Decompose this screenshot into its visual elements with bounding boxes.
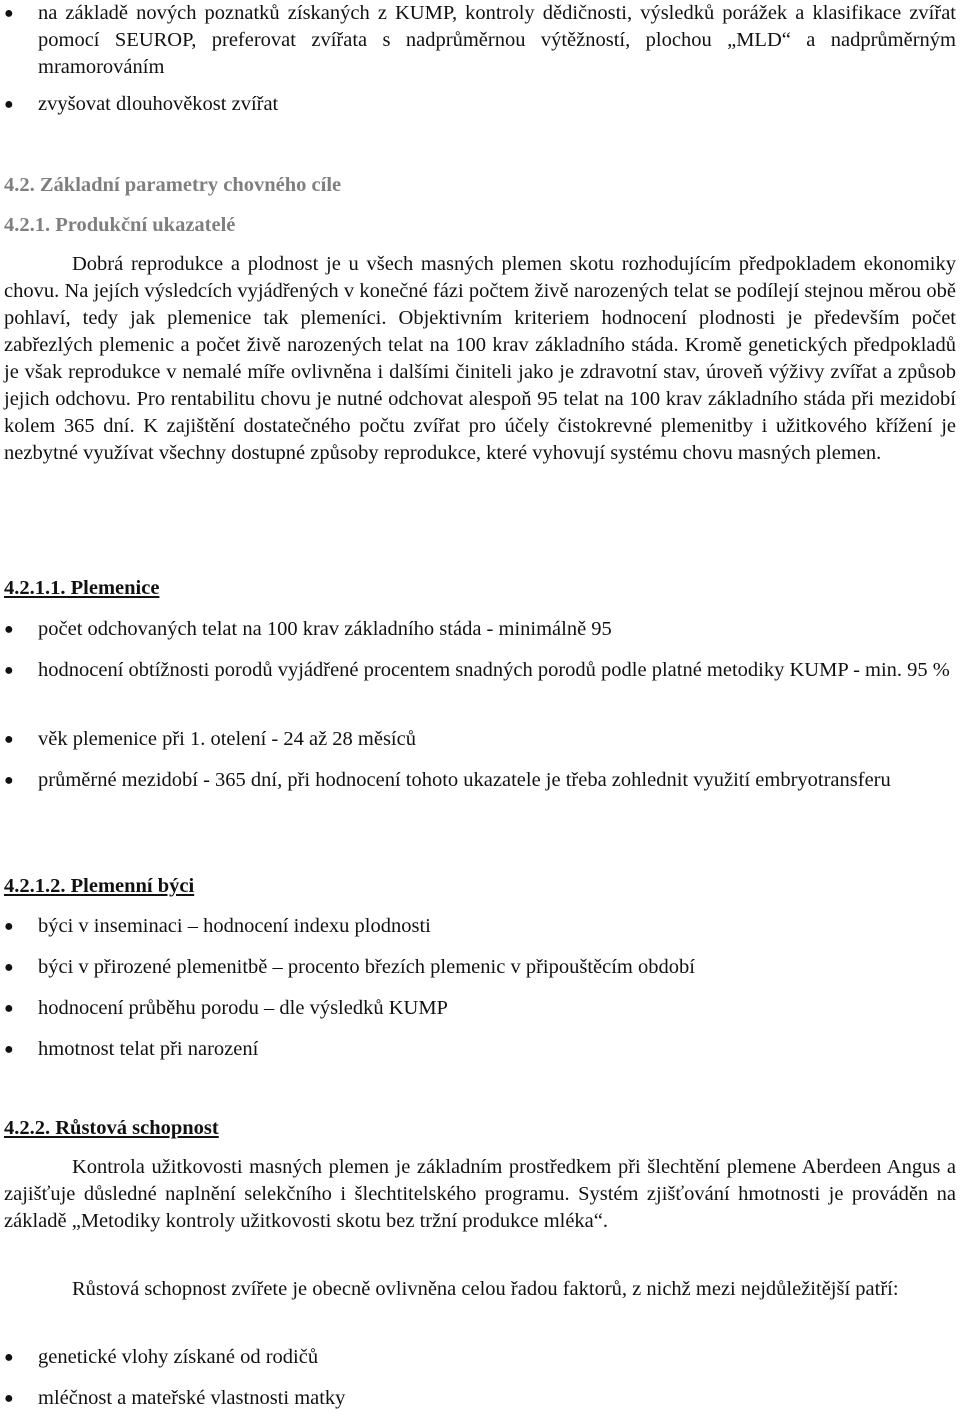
bullet-list-byci-4 xyxy=(4,1036,956,1063)
list-item xyxy=(4,913,956,940)
list-item-text: hodnocení průběhu porodu – dle výsledků KUMP xyxy=(38,997,448,1019)
bullet-list-top xyxy=(4,0,956,81)
list-item xyxy=(4,0,956,81)
list-item-text: hmotnost telat při narození xyxy=(38,1038,259,1060)
list-item xyxy=(4,616,956,643)
list-item xyxy=(4,726,956,753)
list-item-text: mléčnost a mateřské vlastnosti matky xyxy=(38,1387,346,1409)
list-item xyxy=(4,1385,956,1412)
bullet-icon: ● xyxy=(4,731,14,748)
bullet-list-plemenice-4 xyxy=(4,767,956,794)
section-heading-4-2: 4.2. Základní parametry chovného cíle xyxy=(4,174,342,196)
list-item xyxy=(4,1344,956,1371)
bullet-icon: ● xyxy=(4,5,14,22)
list-item xyxy=(4,1036,956,1063)
bullet-icon: ● xyxy=(4,1000,14,1017)
paragraph-control: Kontrola užitkovosti masných plemen je základním prostředkem při šlechtění plemene Aberdeen Angus a zajišťuje důsledné naplnění selekčního i šlechtitelského programu. Systém zjišťování hmotnosti je prováděn na základě „Metodiky kontroly užitkovosti skotu bez tržní produkce mléka“. xyxy=(4,1156,956,1232)
bullet-list-byci xyxy=(4,913,956,940)
bullet-list-growth xyxy=(4,1344,956,1371)
bullet-list-byci-3 xyxy=(4,995,956,1022)
list-item-text: hodnocení obtížnosti porodů vyjádřené procentem snadných porodů podle platné metodiky KUMP - min. 95 % xyxy=(38,659,950,681)
list-item-text: věk plemenice při 1. otelení - 24 až 28 měsíců xyxy=(38,728,416,750)
bullet-icon: ● xyxy=(4,1349,14,1366)
section-heading-rustova-schopnost: 4.2.2. Růstová schopnost xyxy=(4,1117,219,1139)
list-item-text: genetické vlohy získané od rodičů xyxy=(38,1346,319,1368)
bullet-icon: ● xyxy=(4,621,14,638)
section-heading-plemenice: 4.2.1.1. Plemenice xyxy=(4,577,160,599)
bullet-list-growth-2 xyxy=(4,1385,956,1412)
paragraph-reproduction: Dobrá reprodukce a plodnost je u všech masných plemen skotu rozhodujícím předpokladem ekonomiky chovu. Na jejích výsledcích vyjádřených v konečné fázi počtem živě narozených telat se podílejí stejnou měrou obě pohlaví, tedy jak plemenice tak plemeníci. Objektivním kriteriem hodnocení plodnosti je především počet zabřezlých plemenic a počet živě narozených telat na 100 krav základního stáda. Kromě genetických předpokladů je však reprodukce v nemalé míře ovlivněna i dalšími činiteli jako je zdravotní stav, úroveň výživy zvířat a způsob jejich odchovu. Pro rentabilitu chovu je nutné odchovat alespoň 95 telat na 100 krav základního stáda při mezidobí kolem 365 dní. K zajištění dostatečného počtu zvířat pro účely čistokrevné plemenitby i užitkového křížení je nezbytné využívat všechny dostupné způsoby reprodukce, které vyhovují systému chovu masných plemen. xyxy=(4,253,956,464)
bullet-icon: ● xyxy=(4,1041,14,1058)
bullet-list-plemenice-3 xyxy=(4,726,956,753)
bullet-icon: ● xyxy=(4,96,14,113)
paragraph-growth: Růstová schopnost zvířete je obecně ovlivněna celou řadou faktorů, z nichž mezi nejdůležitější patří: xyxy=(72,1278,899,1300)
list-item-text: býci v inseminaci – hodnocení indexu plodnosti xyxy=(38,915,431,937)
bullet-list-byci-2 xyxy=(4,954,956,981)
bullet-icon: ● xyxy=(4,1390,14,1407)
section-heading-byci: 4.2.1.2. Plemenní býci xyxy=(4,875,195,897)
bullet-list-top-2 xyxy=(4,91,956,118)
bullet-icon: ● xyxy=(4,662,14,679)
list-item-text: počet odchovaných telat na 100 krav základního stáda - minimálně 95 xyxy=(38,618,612,640)
list-item xyxy=(4,767,956,794)
list-item-text: býci v přirozené plemenitbě – procento březích plemenic v připouštěcím období xyxy=(38,956,695,978)
section-heading-4-2-1: 4.2.1. Produkční ukazatelé xyxy=(4,214,236,236)
bullet-icon: ● xyxy=(4,959,14,976)
list-item-text: zvyšovat dlouhověkost zvířat xyxy=(38,93,279,115)
list-item xyxy=(4,954,956,981)
bullet-list-plemenice xyxy=(4,616,956,643)
list-item-text: průměrné mezidobí - 365 dní, při hodnocení tohoto ukazatele je třeba zohlednit využití embryotransferu xyxy=(38,769,891,791)
bullet-icon: ● xyxy=(4,918,14,935)
list-item-text: na základě nových poznatků získaných z KUMP, kontroly dědičnosti, výsledků porážek a klasifikace zvířat pomocí SEUROP, preferovat zvířata s nadprůměrnou výtěžností, plochou „MLD“ a nadprůměrným mramorováním xyxy=(38,2,956,78)
list-item xyxy=(4,657,956,684)
list-item xyxy=(4,91,956,118)
list-item xyxy=(4,995,956,1022)
bullet-list-plemenice-2 xyxy=(4,657,956,684)
bullet-icon: ● xyxy=(4,772,14,789)
